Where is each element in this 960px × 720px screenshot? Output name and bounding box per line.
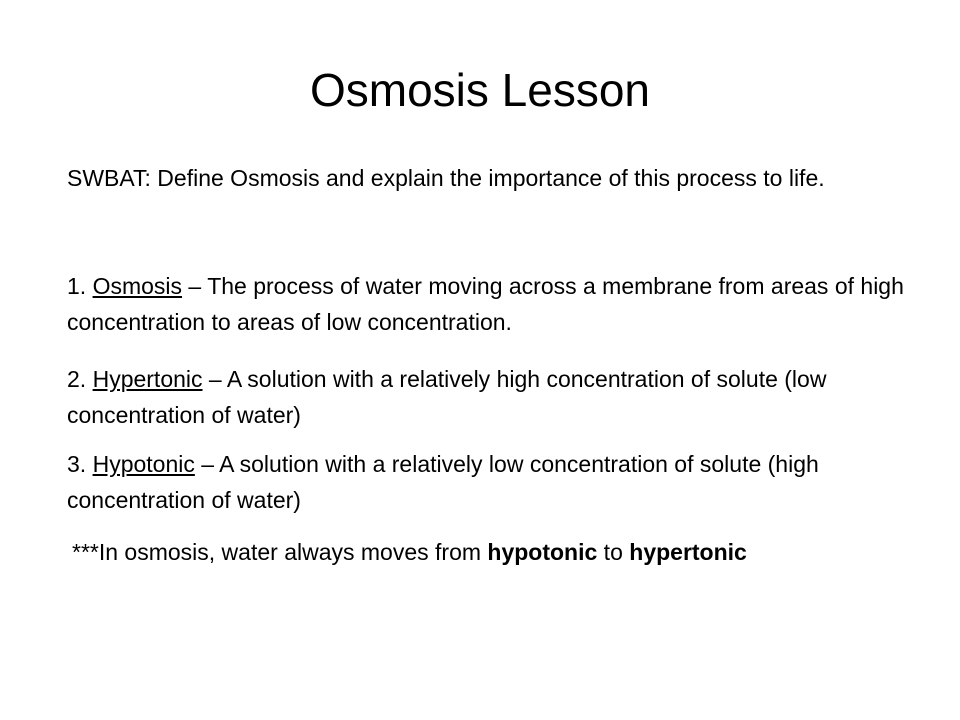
definition-number: 1. xyxy=(67,273,87,299)
definition-hypotonic xyxy=(67,446,927,518)
slide-title: Osmosis Lesson xyxy=(309,64,650,116)
note-from-term: hypotonic xyxy=(487,539,598,565)
definition-number: 3. xyxy=(67,451,87,477)
definition-separator: – xyxy=(182,273,208,299)
definition-separator: – xyxy=(202,366,227,392)
definition-term: Hypotonic xyxy=(92,451,195,477)
definition-osmosis xyxy=(67,268,927,340)
definition-hypertonic xyxy=(67,361,927,433)
learning-objective: SWBAT: Define Osmosis and explain the importance of this process to life. xyxy=(67,165,825,191)
definition-number: 2. xyxy=(67,366,87,392)
definition-text: A solution with a relatively low concentration of solute (high concentration of water) xyxy=(67,451,819,513)
definition-term: Hypertonic xyxy=(92,366,203,392)
note-middle: to xyxy=(597,539,630,565)
definition-separator: – xyxy=(194,451,220,477)
definition-term: Osmosis xyxy=(92,273,183,299)
osmosis-note xyxy=(72,534,952,570)
definition-text: The process of water moving across a membrane from areas of high concentration to areas of low concentration. xyxy=(67,273,904,335)
note-prefix: ***In osmosis, water always moves from xyxy=(72,539,488,565)
definition-text: A solution with a relatively high concentration of solute (low concentration of water) xyxy=(67,366,827,428)
note-to-term: hypertonic xyxy=(629,539,747,565)
